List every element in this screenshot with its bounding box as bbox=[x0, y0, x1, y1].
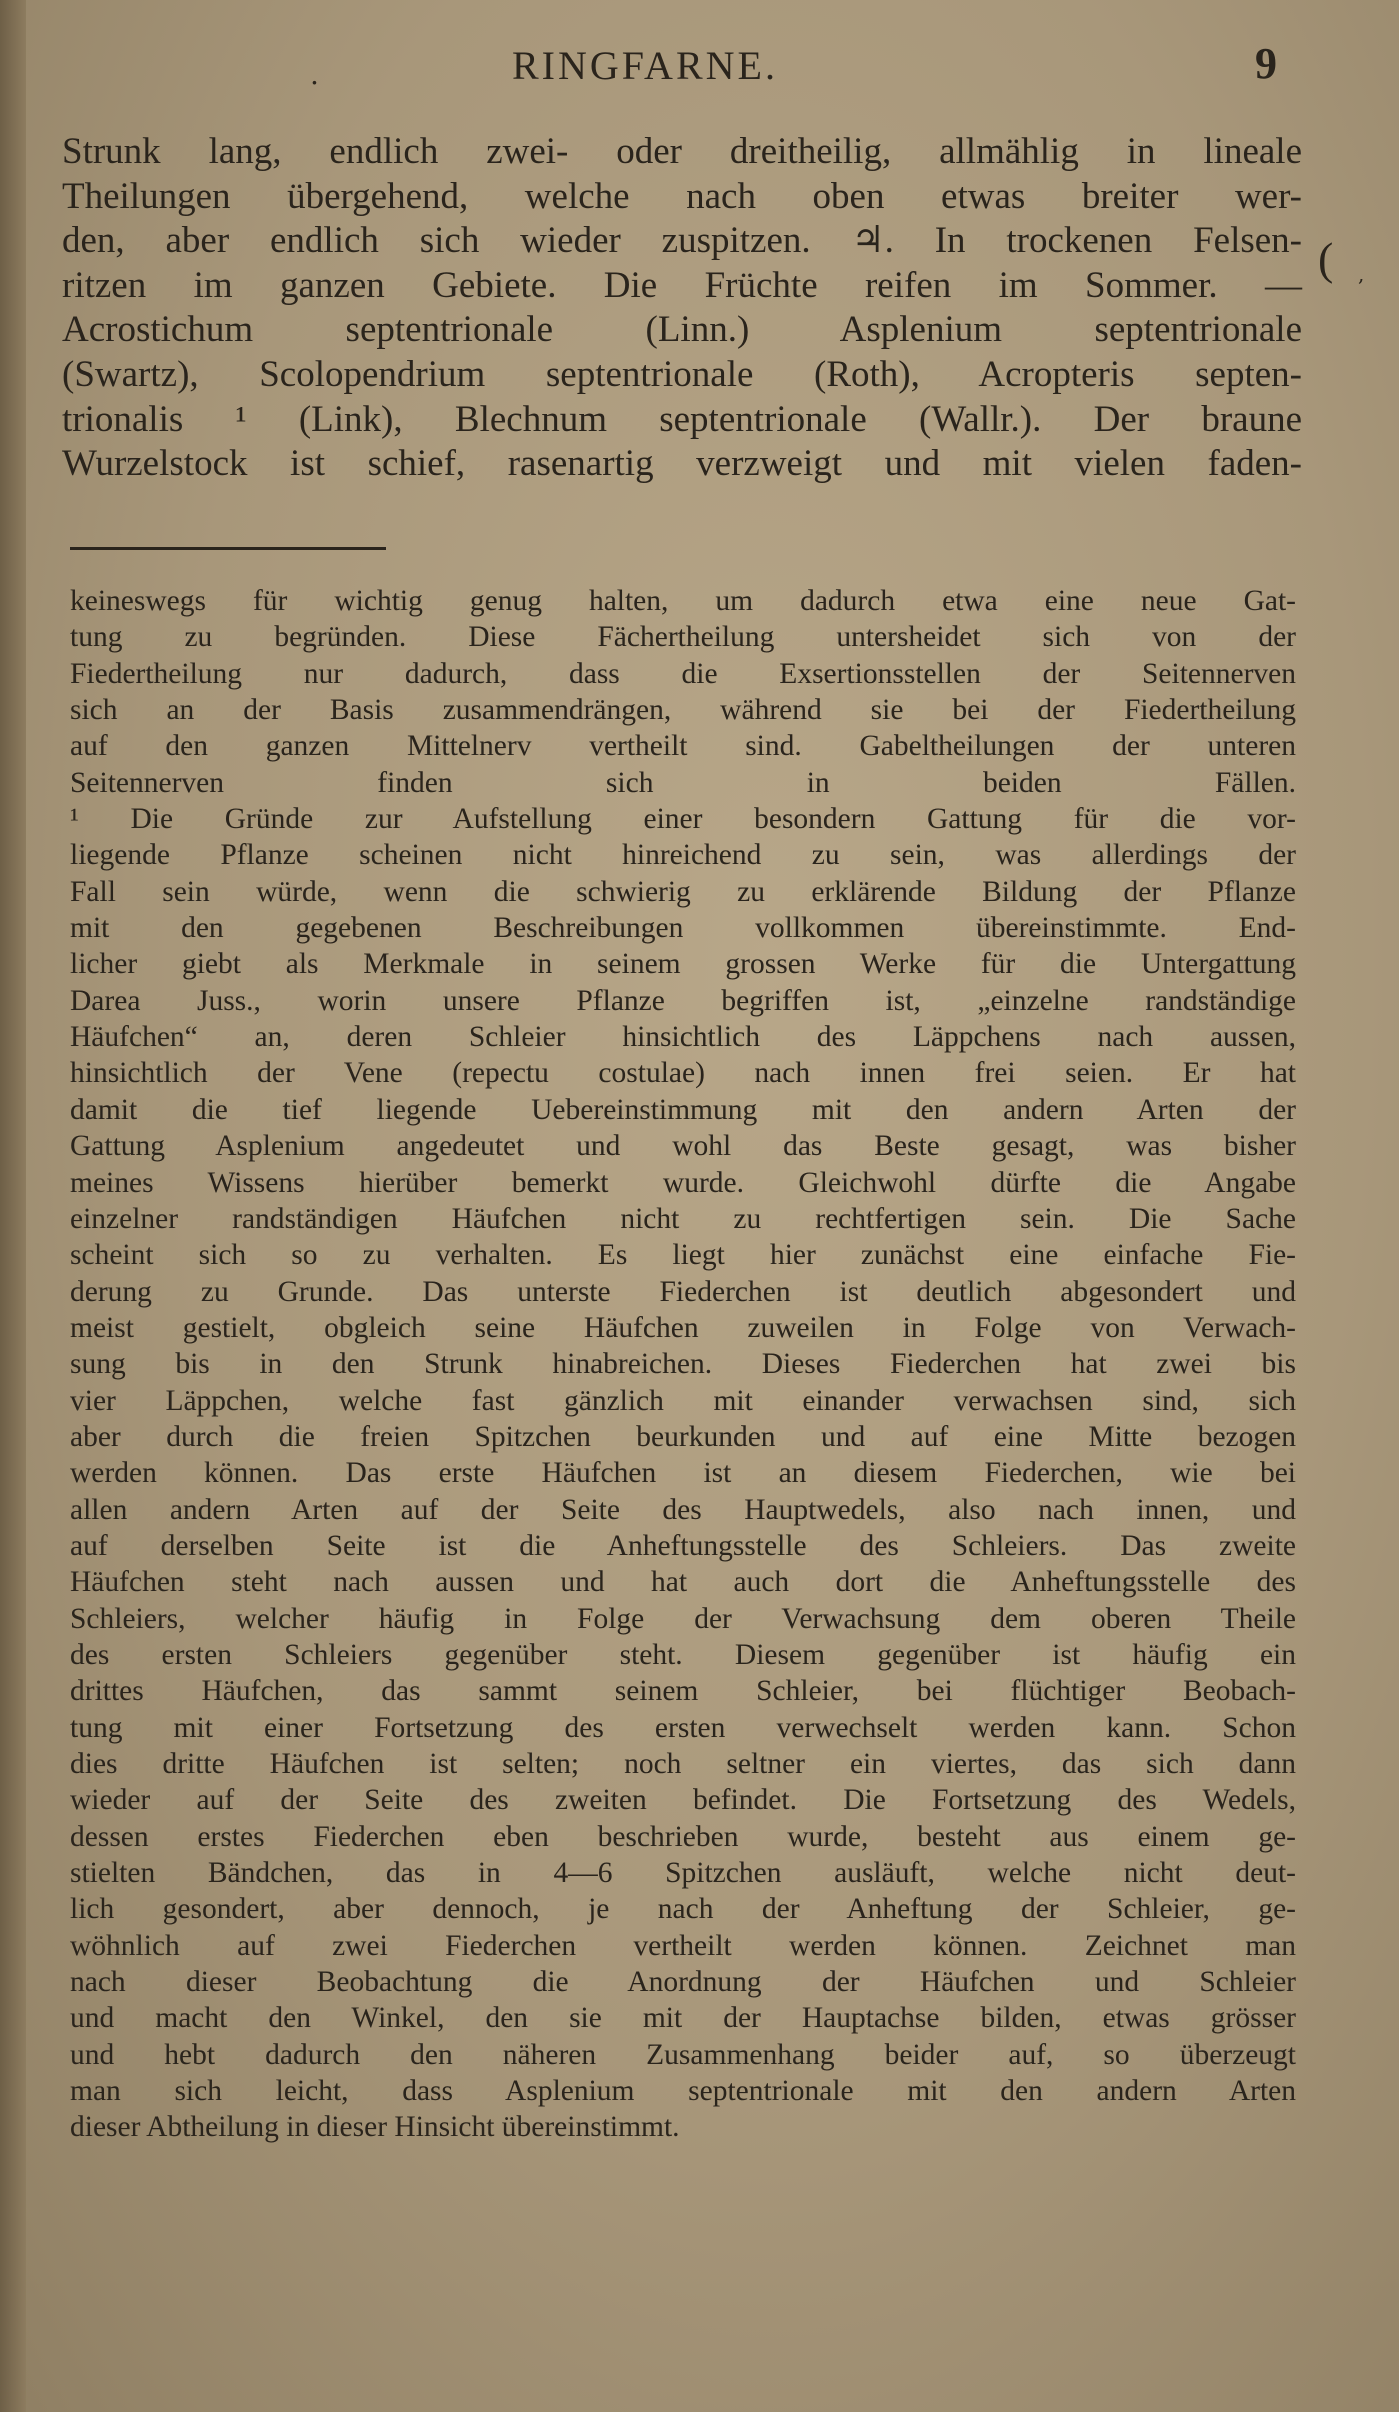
footnote-line: des ersten Schleiers gegenüber steht. Diesem gegenüber ist häufig ein bbox=[70, 1638, 1296, 1671]
footnote-line: man sich leicht, dass Asplenium septentrionale mit den andern Arten bbox=[70, 2075, 1296, 2108]
footnote-line: und macht den Winkel, den sie mit der Hauptachse bilden, etwas grösser bbox=[70, 2002, 1296, 2035]
footnote-line: licher giebt als Merkmale in seinem grossen Werke für die Untergattung bbox=[70, 948, 1296, 981]
footnote-line: tung mit einer Fortsetzung des ersten verwechselt werden kann. Schon bbox=[70, 1711, 1296, 1744]
footnote-line: ¹ Die Gründe zur Aufstellung einer besondern Gattung für die vor- bbox=[70, 803, 1296, 836]
footnote-line: Fiedertheilung nur dadurch, dass die Exsertionsstellen der Seitennerven bbox=[70, 657, 1296, 690]
footnote-line: damit die tief liegende Uebereinstimmung mit den andern Arten der bbox=[70, 1093, 1296, 1126]
footnote-line: werden können. Das erste Häufchen ist an diesem Fiederchen, wie bei bbox=[70, 1457, 1296, 1490]
footnote-line: derung zu Grunde. Das unterste Fiederchen ist deutlich abgesondert und bbox=[70, 1275, 1296, 1308]
footnote-line: auf derselben Seite ist die Anheftungsstelle des Schleiers. Das zweite bbox=[70, 1529, 1296, 1562]
footnote-line: sich an der Basis zusammendrängen, während sie bei der Fiedertheilung bbox=[70, 694, 1296, 727]
footnote-line: sung bis in den Strunk hinabreichen. Dieses Fiederchen hat zwei bis bbox=[70, 1348, 1296, 1381]
footnote-line: stielten Bändchen, das in 4—6 Spitzchen ausläuft, welche nicht deut- bbox=[70, 1857, 1296, 1890]
margin-dot: , bbox=[1358, 262, 1365, 286]
footnote-line: aber durch die freien Spitzchen beurkunden und auf eine Mitte bezogen bbox=[70, 1420, 1296, 1453]
footnote-line: nach dieser Beobachtung die Anordnung der Häufchen und Schleier bbox=[70, 1966, 1296, 1999]
footnote-line: vier Läppchen, welche fast gänzlich mit einander verwachsen sind, sich bbox=[70, 1384, 1296, 1417]
footnote-line: meist gestielt, obgleich seine Häufchen zuweilen in Folge von Verwach- bbox=[70, 1311, 1296, 1344]
footnote-line: wieder auf der Seite des zweiten befindet. Die Fortsetzung des Wedels, bbox=[70, 1784, 1296, 1817]
footnote-line: und hebt dadurch den näheren Zusammenhang beider auf, so überzeugt bbox=[70, 2038, 1296, 2071]
text-line: ritzen im ganzen Gebiete. Die Früchte reifen im Sommer. — bbox=[62, 264, 1302, 306]
text-line: (Swartz), Scolopendrium septentrionale (Roth), Acropteris septen- bbox=[62, 353, 1302, 395]
footnotes bbox=[70, 583, 1296, 2146]
footnote-line: Gattung Asplenium angedeutet und wohl das Beste gesagt, was bisher bbox=[70, 1130, 1296, 1163]
text-line: Wurzelstock ist schief, rasenartig verzweigt und mit vielen faden- bbox=[62, 443, 1302, 485]
text-line: Acrostichum septentrionale (Linn.) Asplenium septentrionale bbox=[62, 309, 1302, 351]
text-line: Strunk lang, endlich zwei- oder dreitheilig, allmählig in lineale bbox=[62, 131, 1302, 172]
margin-mark: ( bbox=[1318, 233, 1334, 284]
footnote-line: dieser Abtheilung in dieser Hinsicht übereinstimmt. bbox=[70, 2111, 680, 2144]
footnote-line: dies dritte Häufchen ist selten; noch seltner ein viertes, das sich dann bbox=[70, 1748, 1296, 1780]
footnote-line: meines Wissens hierüber bemerkt wurde. Gleichwohl dürfte die Angabe bbox=[70, 1166, 1296, 1199]
footnote-line: Darea Juss., worin unsere Pflanze begriffen ist, „einzelne randständige bbox=[70, 984, 1296, 1017]
footnote-line: dessen erstes Fiederchen eben beschrieben wurde, besteht aus einem ge- bbox=[70, 1820, 1296, 1853]
footnote-line: auf den ganzen Mittelnerv vertheilt sind. Gabeltheilungen der unteren bbox=[70, 730, 1296, 763]
footnote-line: Seitennerven finden sich in beiden Fällen. bbox=[70, 766, 1296, 799]
footnote-line: hinsichtlich der Vene (repectu costulae) nach innen frei seien. Er hat bbox=[70, 1057, 1296, 1090]
footnote-line: scheint sich so zu verhalten. Es liegt hier zunächst eine einfache Fie- bbox=[70, 1239, 1296, 1272]
running-title: RINGFARNE. bbox=[512, 43, 778, 88]
footnote-line: liegende Pflanze scheinen nicht hinreichend zu sein, was allerdings der bbox=[70, 839, 1296, 872]
page-edge bbox=[0, 0, 26, 2412]
footnote-line: lich gesondert, aber dennoch, je nach der Anheftung der Schleier, ge- bbox=[70, 1893, 1296, 1926]
text-line: Theilungen übergehend, welche nach oben etwas breiter wer- bbox=[62, 175, 1302, 217]
footnote-line: Fall sein würde, wenn die schwierig zu erklärende Bildung der Pflanze bbox=[70, 875, 1296, 908]
footnote-line: einzelner randständigen Häufchen nicht zu rechtfertigen sein. Die Sache bbox=[70, 1202, 1296, 1235]
footnote-line: Schleiers, welcher häufig in Folge der Verwachsung dem oberen Theile bbox=[70, 1602, 1296, 1635]
footnote-line: Häufchen steht nach aussen und hat auch dort die Anheftungsstelle des bbox=[70, 1566, 1296, 1599]
footnote-line: allen andern Arten auf der Seite des Hauptwedels, also nach innen, und bbox=[70, 1493, 1296, 1526]
text-line: den, aber endlich sich wieder zuspitzen. ♃. In trockenen Felsen- bbox=[62, 220, 1302, 262]
footnote-line: Häufchen“ an, deren Schleier hinsichtlich des Läppchens nach aussen, bbox=[70, 1021, 1296, 1054]
main-text bbox=[62, 130, 1302, 487]
footnote-line: mit den gegebenen Beschreibungen vollkommen übereinstimmte. End- bbox=[70, 912, 1296, 945]
footnote-line: wöhnlich auf zwei Fiederchen vertheilt werden können. Zeichnet man bbox=[70, 1929, 1296, 1962]
footnote-rule bbox=[70, 547, 386, 550]
footnote-line: drittes Häufchen, das sammt seinem Schleier, bei flüchtiger Beobach- bbox=[70, 1675, 1296, 1708]
header-dot: . bbox=[310, 58, 319, 91]
footnote-line: tung zu begründen. Diese Fächertheilung untersheidet sich von der bbox=[70, 621, 1296, 654]
text-line: trionalis ¹ (Link), Blechnum septentrionale (Wallr.). Der braune bbox=[62, 398, 1302, 440]
footnote-line: keineswegs für wichtig genug halten, um dadurch etwa eine neue Gat- bbox=[70, 585, 1296, 617]
page-number: 9 bbox=[1255, 39, 1277, 88]
page-header bbox=[0, 38, 1399, 98]
